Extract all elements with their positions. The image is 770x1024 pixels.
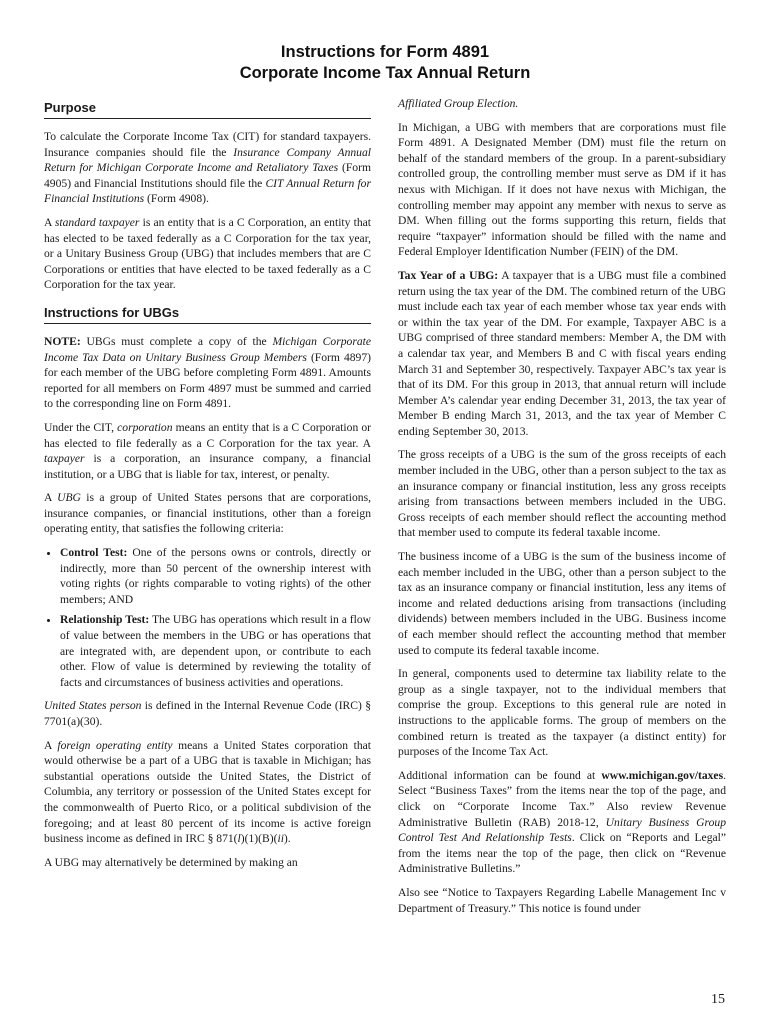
purpose-paragraph-1: To calculate the Corporate Income Tax (CIT) for standard taxpayers. Insurance companies should file the Insurance Company Annual Return for Michigan Corporate Income and Retaliatory Taxes (Form 4905) and Financial Institutions should file the CIT Annual Return for Financial Institutions (Form 4908). bbox=[44, 130, 371, 206]
title-line-1: Instructions for Form 4891 bbox=[280, 43, 490, 61]
purpose-paragraph-2: A standard taxpayer is an entity that is a C Corporation, an entity that has elected to be taxed federally as a C Corporation for the tax year, or a Unitary Business Group (UBG) that includes members that are C Corporations or entities that have elected to be taxed federally as a C Corporation for the tax year. bbox=[44, 215, 371, 292]
affiliated-group-paragraph: Affiliated Group Election. bbox=[398, 97, 519, 110]
page-number: 15 bbox=[711, 992, 725, 1007]
section-heading-purpose: Purpose bbox=[44, 100, 371, 119]
corporation-definition-paragraph: Under the CIT, corporation means an entity that is a C Corporation or has elected to file federally as a C Corporation for the tax year. A taxpayer is a corporation, an insurance company, a financial institution, or a UBG that is liable for tax, interest, or penalty. bbox=[44, 420, 371, 481]
right-column bbox=[398, 96, 726, 924]
also-see-paragraph: Also see “Notice to Taxpayers Regarding Labelle Management Inc v Department of Treasury.” This notice is found under bbox=[398, 885, 726, 915]
ubg-alternative-paragraph: A UBG may alternatively be determined by making an bbox=[44, 855, 298, 869]
ubg-criteria-list bbox=[44, 545, 371, 690]
additional-info-paragraph: Additional information can be found at www.michigan.gov/taxes. Select “Business Taxes” from the items near the top of the page, and click on “Corporate Income Tax.” Also review Revenue Administrative Bulletin (RAB) 2018-12, Unitary Business Group Control Test And Relationship Tests. Click on “Reports and Legal” from the items near the top of the page, then click on “Revenue Administrative Bulletins.” bbox=[398, 768, 727, 876]
page-title bbox=[0, 42, 770, 84]
us-person-paragraph: United States person is defined in the Internal Revenue Code (IRC) § 7701(a)(30). bbox=[44, 699, 371, 728]
general-paragraph: In general, components used to determine tax liability relate to the group as a single taxpayer, not to the individual members that comprise the group. Exceptions to this general rule are noted in instructions to the applicable forms. The group of members on the combined return is treated as the taxpayer (a distinct entity) for purposes of the Income Tax Act. bbox=[398, 667, 726, 759]
ubg-definition-paragraph: A UBG is a group of United States persons that are corporations, insurance companies, or financial institutions, other than a foreign operating entity, that satisfies the following criteria: bbox=[44, 491, 371, 536]
ubg-note-paragraph: NOTE: UBGs must complete a copy of the Michigan Corporate Income Tax Data on Unitary Business Group Members (Form 4897) for each member of the UBG before completing Form 4891. Amounts reported for all members on Form 4897 must be summed and carried to the corresponding line on Form 4891. bbox=[44, 334, 371, 411]
designated-member-paragraph: In Michigan, a UBG with members that are corporations must file Form 4891. A Designated Member (DM) must file the return on behalf of the standard members of the group. In a parent-subsidiary controlled group, the controlling member must serve as DM if it has nexus with Michigan. If it does not have nexus with Michigan, the controlling member may appoint any member with nexus to serve as DM. When filling out the forms supporting this return, fields that require “taxpayer” information should be filled with the name and Federal Employer Identification Number (FEIN) of the DM. bbox=[398, 120, 726, 259]
left-column bbox=[44, 96, 371, 878]
foreign-operating-entity-paragraph: A foreign operating entity means a United States corporation that would otherwise be a part of a UBG that is taxable in Michigan; has substantial operations outside the United States, the District of Columbia, any territory or possession of the United States except for the commonwealth of Puerto Rico, or a political subdivision of the foregoing; and at least 80 percent of its income is active foreign business income as defined in IRC § 871(l)(1)(B)(ii). bbox=[44, 738, 371, 846]
business-income-paragraph: The business income of a UBG is the sum of the business income of each member included in the UBG, other than a person subject to the tax as an insurance company or financial institution, less any items of income and related deductions arising from transactions (including dividends) between members included in the UBG. Business income of each member should reflect the accounting method that member used to compute its federal taxable income. bbox=[398, 550, 726, 657]
list-item-control-test: • Control Test: One of the persons owns or controls, directly or indirectly, more than 50 percent of the ownership interest with voting rights (or rights comparable to voting rights) of the other members; AND bbox=[60, 545, 371, 607]
title-line-2: Corporate Income Tax Annual Return bbox=[239, 64, 531, 82]
tax-year-paragraph: Tax Year of a UBG: A taxpayer that is a UBG must file a combined return using the tax year of the DM. The combined return of the UBG must include each tax year of each member whose tax year ends with or within the tax year of the DM. For example, Taxpayer ABC is a UBG comprised of three standard members: Member A, the DM with a calendar tax year, and Members B and C with fiscal years ending March 31 and September 30, respectively. Taxpayer ABC’s tax year is that of its DM. For this group in 2013, that annual return will include Member A’s calendar year ending December 31, 2013, the tax year of Member B ending March 31, 2013, and the tax year of Member C ending September 30, 2013. bbox=[398, 268, 726, 438]
list-item-relationship-test: • Relationship Test: The UBG has operations which result in a flow of value between the members in the UBG or has operations that are integrated with, are dependent upon, or contribute to each other. Flow of value is determined by reviewing the totality of facts and circumstances of business activities and operations. bbox=[60, 612, 371, 690]
gross-receipts-paragraph: The gross receipts of a UBG is the sum of the gross receipts of each member included in the UBG, other than a person subject to the tax as an insurance company or financial institution, less any gross receipts arising from transactions between members included in the UBG. Gross receipts of each member should reflect the accounting method that member used to compute its federal taxable income. bbox=[398, 448, 726, 540]
michigan-tax-link[interactable]: www.michigan.gov/taxes bbox=[601, 768, 724, 782]
section-heading-ubgs: Instructions for UBGs bbox=[44, 305, 371, 324]
